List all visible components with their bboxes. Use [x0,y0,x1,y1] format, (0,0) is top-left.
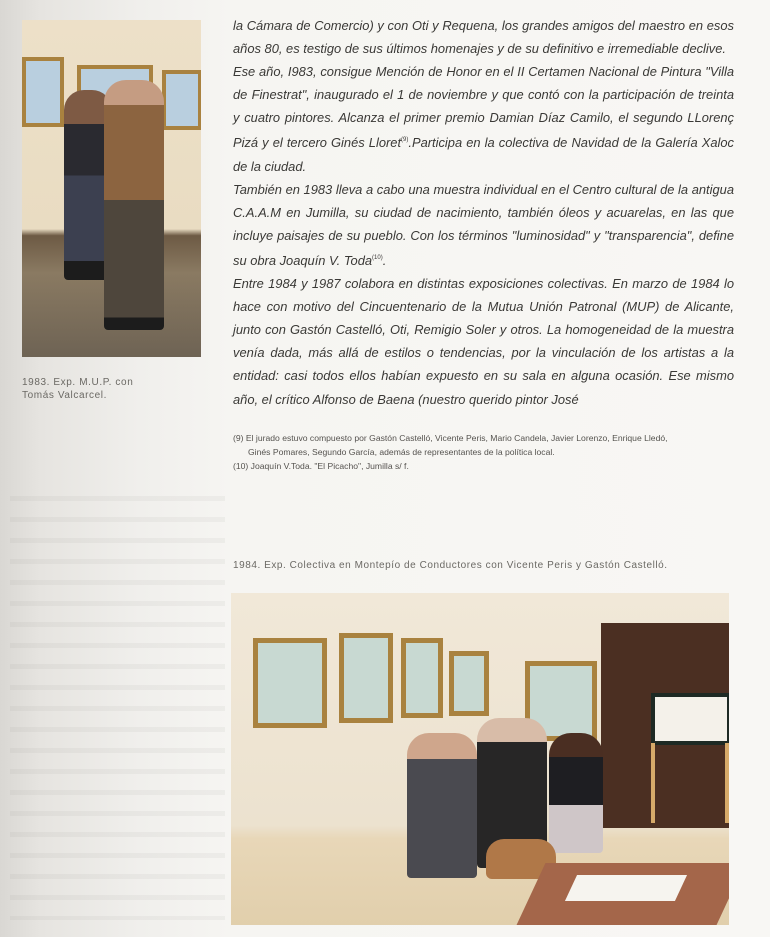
footnote: (10) Joaquín V.Toda. "El Picacho", Jumilla s/ f. [233,461,409,471]
paragraph-text: También en 1983 lleva a cabo una muestra individual en el Centro cultural de la antigua C.A.A.M en Jumilla, su ciudad de nacimiento, también óleos y acuarelas, en las que incluye paisajes de su pueblo. Con los términos "luminosidad" y "transparencia", define su obra Joaquín V. Toda [233,181,734,268]
painting [22,57,64,127]
paragraph [233,178,734,272]
person-figure [104,80,164,330]
paper-sheet [565,875,687,901]
paragraph [233,60,734,177]
painting [401,638,443,718]
footnote-ref[interactable]: (10) [372,254,383,261]
footnote-ref[interactable]: (9) [401,137,409,144]
caption-line: Tomás Valcarcel. [22,390,107,401]
paragraph: Entre 1984 y 1987 colabora en distintas exposiciones colectivas. En marzo de 1984 lo hace con motivo del Cincuentenario de la Mutua Unión Patronal (MUP) de Alicante, junto con Gastón Castelló, Oti, Remigio Soler y otros. La homogeneidad de la muestra venía dada, más allá de estilos o tendencias, por la vinculación de los artistas a la entidad: casi todos ellos habían expuesto en su sala en alguna ocasión. Ese mismo año, el crítico Alfonso de Baena (nuestro querido pintor José [233,276,734,407]
easel [651,743,729,823]
photo-caption-1983 [22,376,212,402]
paragraph-text: Ese año, I983, consigue Mención de Honor en el II Certamen Nacional de Pintura "Villa de Finestrat", inaugurado el 1 de noviembre y que contó con la participación de treinta y cuatro pintores. Alcanza el primer premio Damian Díaz Camilo, el segundo LLorenç Pizá y el tercero Ginés Lloret [233,64,734,151]
exhibition-photo-1983 [22,20,201,357]
footnote-continuation: Ginés Pomares, Segundo García, además de representantes de la política local. [248,447,555,457]
person-figure [549,733,603,853]
footnotes [233,431,743,473]
paragraph: la Cámara de Comercio) y con Oti y Requena, los grandes amigos del maestro en esos años 80, es testigo de sus últimos homenajes y de su definitivo e irremediable declive. [233,18,734,57]
bleed-through-text [10,480,225,920]
painting [449,651,489,716]
caption-line: 1983. Exp. M.U.P. con [22,377,134,388]
photo-caption-1984: 1984. Exp. Colectiva en Montepío de Conductores con Vicente Peris y Gastón Castelló. [233,560,668,571]
person-figure [407,733,477,878]
footnote: (9) El jurado estuvo compuesto por Gastón Castelló, Vicente Peris, Mario Candela, Javier Lorenzo, Enrique Lledó, [233,433,668,443]
painting [162,70,201,130]
painting [253,638,327,728]
exhibition-photo-1984 [231,593,729,925]
painting [339,633,393,723]
paragraph-text: .Participa en la colectiva de Navidad de la Galería Xaloc de la ciudad. [233,135,734,174]
body-text [233,14,734,411]
framed-board [651,693,729,745]
paragraph-text: . [382,252,387,268]
